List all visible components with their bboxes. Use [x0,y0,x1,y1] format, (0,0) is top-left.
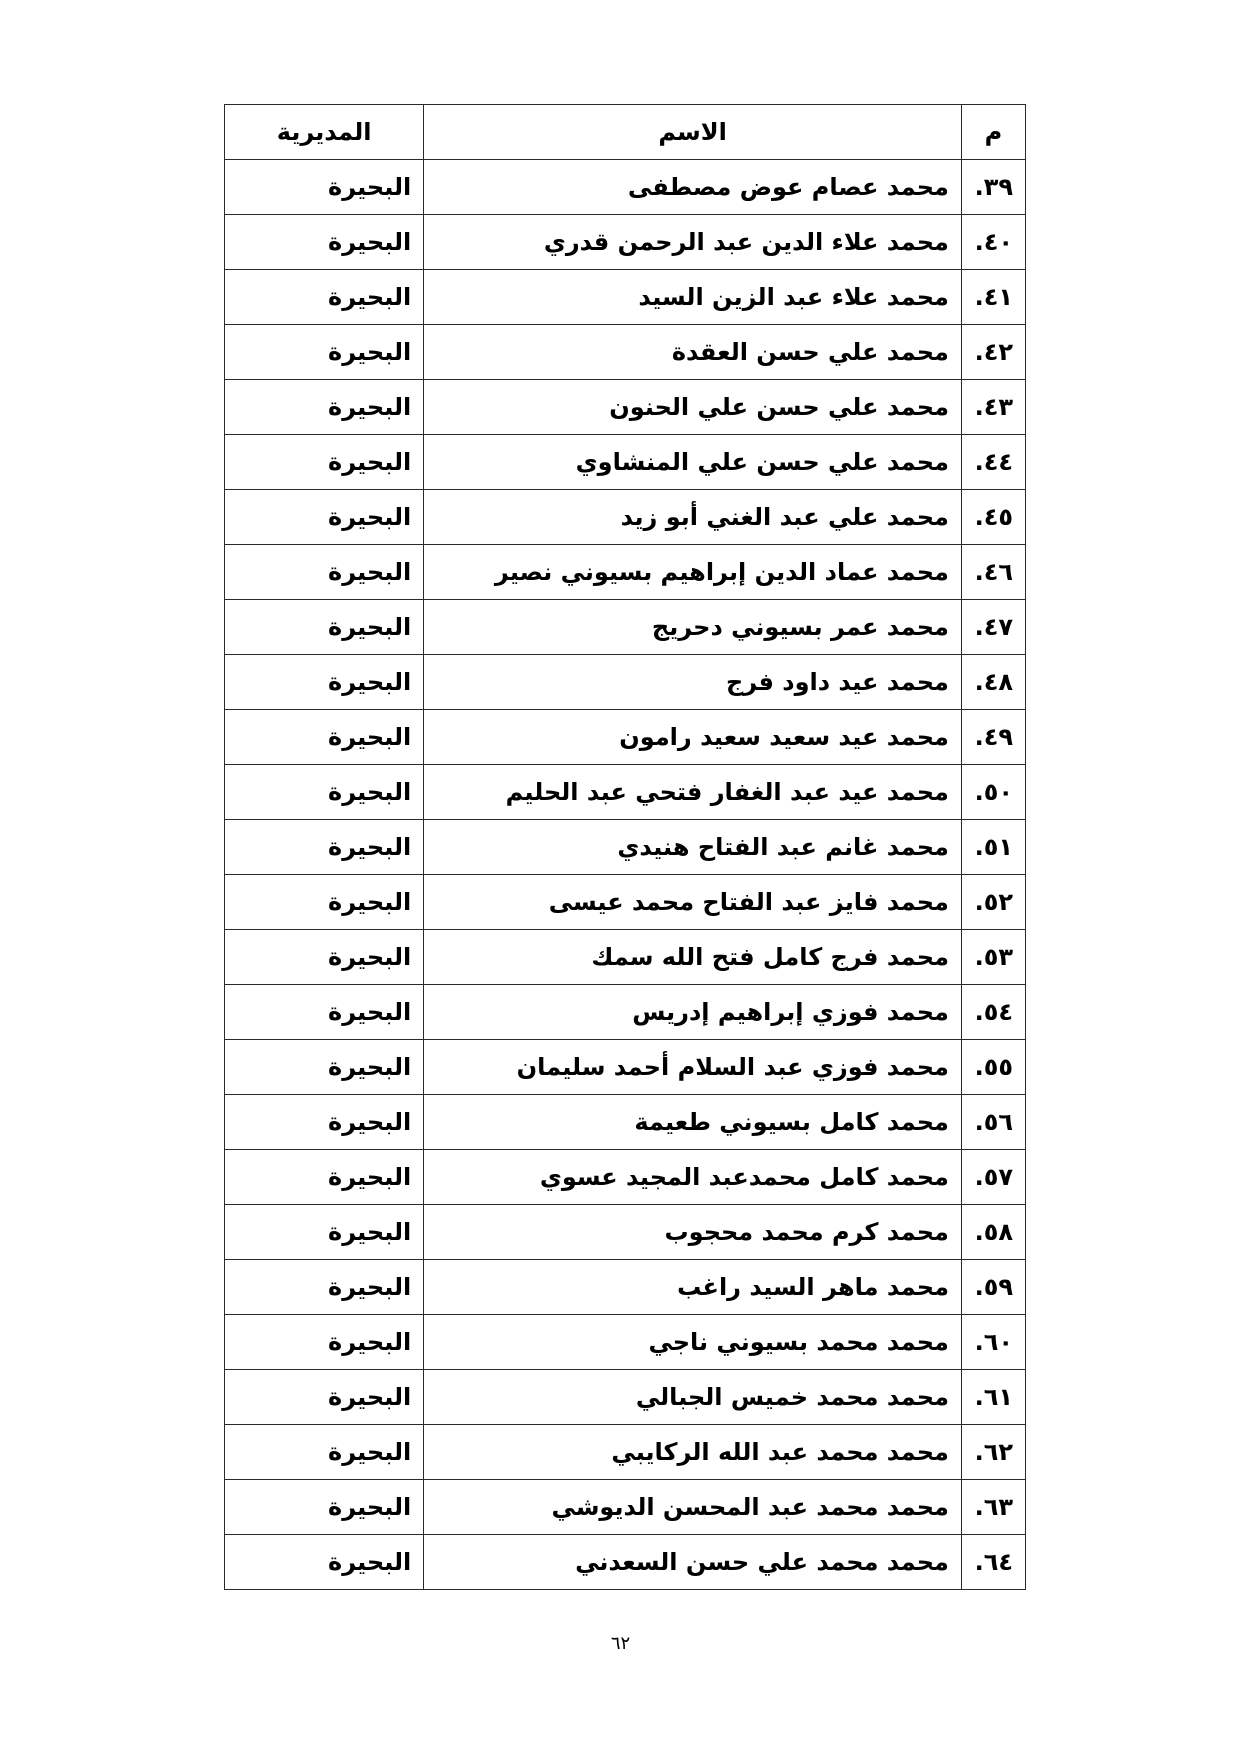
table-row [225,545,1026,600]
row-number: ٤١. [961,270,1025,325]
table-row [225,1425,1026,1480]
header-directorate: المديرية [225,105,424,160]
row-number: ٦٢. [961,1425,1025,1480]
row-number: ٥٩. [961,1260,1025,1315]
row-directorate: البحيرة [225,655,424,710]
row-number: ٦١. [961,1370,1025,1425]
table-row [225,985,1026,1040]
row-directorate: البحيرة [225,215,424,270]
row-directorate: البحيرة [225,380,424,435]
row-directorate: البحيرة [225,1205,424,1260]
row-name: محمد عيد سعيد سعيد رامون [424,710,962,765]
row-name: محمد علاء عبد الزين السيد [424,270,962,325]
table-row [225,765,1026,820]
row-name: محمد كرم محمد محجوب [424,1205,962,1260]
row-name: محمد ماهر السيد راغب [424,1260,962,1315]
table-row [225,1370,1026,1425]
row-directorate: البحيرة [225,435,424,490]
row-name: محمد فايز عبد الفتاح محمد عيسى [424,875,962,930]
row-name: محمد عيد داود فرج [424,655,962,710]
table-row [225,655,1026,710]
row-number: ٤٠. [961,215,1025,270]
row-number: ٤٩. [961,710,1025,765]
row-name: محمد علي عبد الغني أبو زيد [424,490,962,545]
row-directorate: البحيرة [225,325,424,380]
row-name: محمد علاء الدين عبد الرحمن قدري [424,215,962,270]
row-number: ٦٠. [961,1315,1025,1370]
table-row [225,1040,1026,1095]
row-directorate: البحيرة [225,270,424,325]
row-name: محمد محمد عبد الله الركايبي [424,1425,962,1480]
row-directorate: البحيرة [225,1260,424,1315]
row-directorate: البحيرة [225,490,424,545]
row-directorate: البحيرة [225,1480,424,1535]
row-directorate: البحيرة [225,1150,424,1205]
row-directorate: البحيرة [225,820,424,875]
row-name: محمد علي حسن علي المنشاوي [424,435,962,490]
row-directorate: البحيرة [225,600,424,655]
table-row [225,875,1026,930]
row-name: محمد محمد بسيوني ناجي [424,1315,962,1370]
table-row [225,1150,1026,1205]
table-row [225,600,1026,655]
row-directorate: البحيرة [225,765,424,820]
table-row [225,435,1026,490]
table-row [225,325,1026,380]
row-number: ٤٤. [961,435,1025,490]
table-row [225,1260,1026,1315]
row-number: ٤٣. [961,380,1025,435]
row-number: ٦٤. [961,1535,1025,1590]
row-name: محمد عصام عوض مصطفى [424,160,962,215]
row-number: ٥٠. [961,765,1025,820]
row-name: محمد محمد عبد المحسن الديوشي [424,1480,962,1535]
row-number: ٥٦. [961,1095,1025,1150]
row-name: محمد عيد عبد الغفار فتحي عبد الحليم [424,765,962,820]
row-directorate: البحيرة [225,1370,424,1425]
table-row [225,270,1026,325]
row-number: ٥٧. [961,1150,1025,1205]
row-directorate: البحيرة [225,160,424,215]
row-name: محمد فرج كامل فتح الله سمك [424,930,962,985]
row-directorate: البحيرة [225,1095,424,1150]
row-number: ٤٧. [961,600,1025,655]
row-name: محمد كامل بسيوني طعيمة [424,1095,962,1150]
table-row [225,710,1026,765]
row-directorate: البحيرة [225,930,424,985]
row-name: محمد علي حسن العقدة [424,325,962,380]
row-number: ٤٥. [961,490,1025,545]
row-directorate: البحيرة [225,710,424,765]
table-row [225,490,1026,545]
row-number: ٤٨. [961,655,1025,710]
table-row [225,1480,1026,1535]
row-name: محمد عماد الدين إبراهيم بسيوني نصير [424,545,962,600]
row-number: ٥٤. [961,985,1025,1040]
names-table [224,104,1026,1590]
table-row [225,1095,1026,1150]
table-row [225,380,1026,435]
row-directorate: البحيرة [225,1425,424,1480]
row-number: ٥٥. [961,1040,1025,1095]
table-row [225,1535,1026,1590]
table-row [225,930,1026,985]
table-row [225,1315,1026,1370]
row-number: ٣٩. [961,160,1025,215]
row-name: محمد محمد خميس الجبالي [424,1370,962,1425]
row-number: ٤٢. [961,325,1025,380]
row-directorate: البحيرة [225,1535,424,1590]
table-header-row [225,105,1026,160]
row-name: محمد محمد علي حسن السعدني [424,1535,962,1590]
row-directorate: البحيرة [225,545,424,600]
row-directorate: البحيرة [225,875,424,930]
row-number: ٥٨. [961,1205,1025,1260]
row-directorate: البحيرة [225,1040,424,1095]
row-number: ٦٣. [961,1480,1025,1535]
table-row [225,160,1026,215]
table-row [225,820,1026,875]
row-name: محمد فوزي إبراهيم إدريس [424,985,962,1040]
row-name: محمد علي حسن علي الحنون [424,380,962,435]
row-name: محمد كامل محمدعبد المجيد عسوي [424,1150,962,1205]
row-number: ٤٦. [961,545,1025,600]
row-name: محمد عمر بسيوني دحريج [424,600,962,655]
page-number: ٦٢ [610,1633,631,1654]
table-row [225,1205,1026,1260]
row-number: ٥١. [961,820,1025,875]
header-name: الاسم [424,105,962,160]
row-number: ٥٢. [961,875,1025,930]
row-directorate: البحيرة [225,1315,424,1370]
table-row [225,215,1026,270]
header-number: م [961,105,1025,160]
row-number: ٥٣. [961,930,1025,985]
row-directorate: البحيرة [225,985,424,1040]
row-name: محمد غانم عبد الفتاح هنيدي [424,820,962,875]
row-name: محمد فوزي عبد السلام أحمد سليمان [424,1040,962,1095]
